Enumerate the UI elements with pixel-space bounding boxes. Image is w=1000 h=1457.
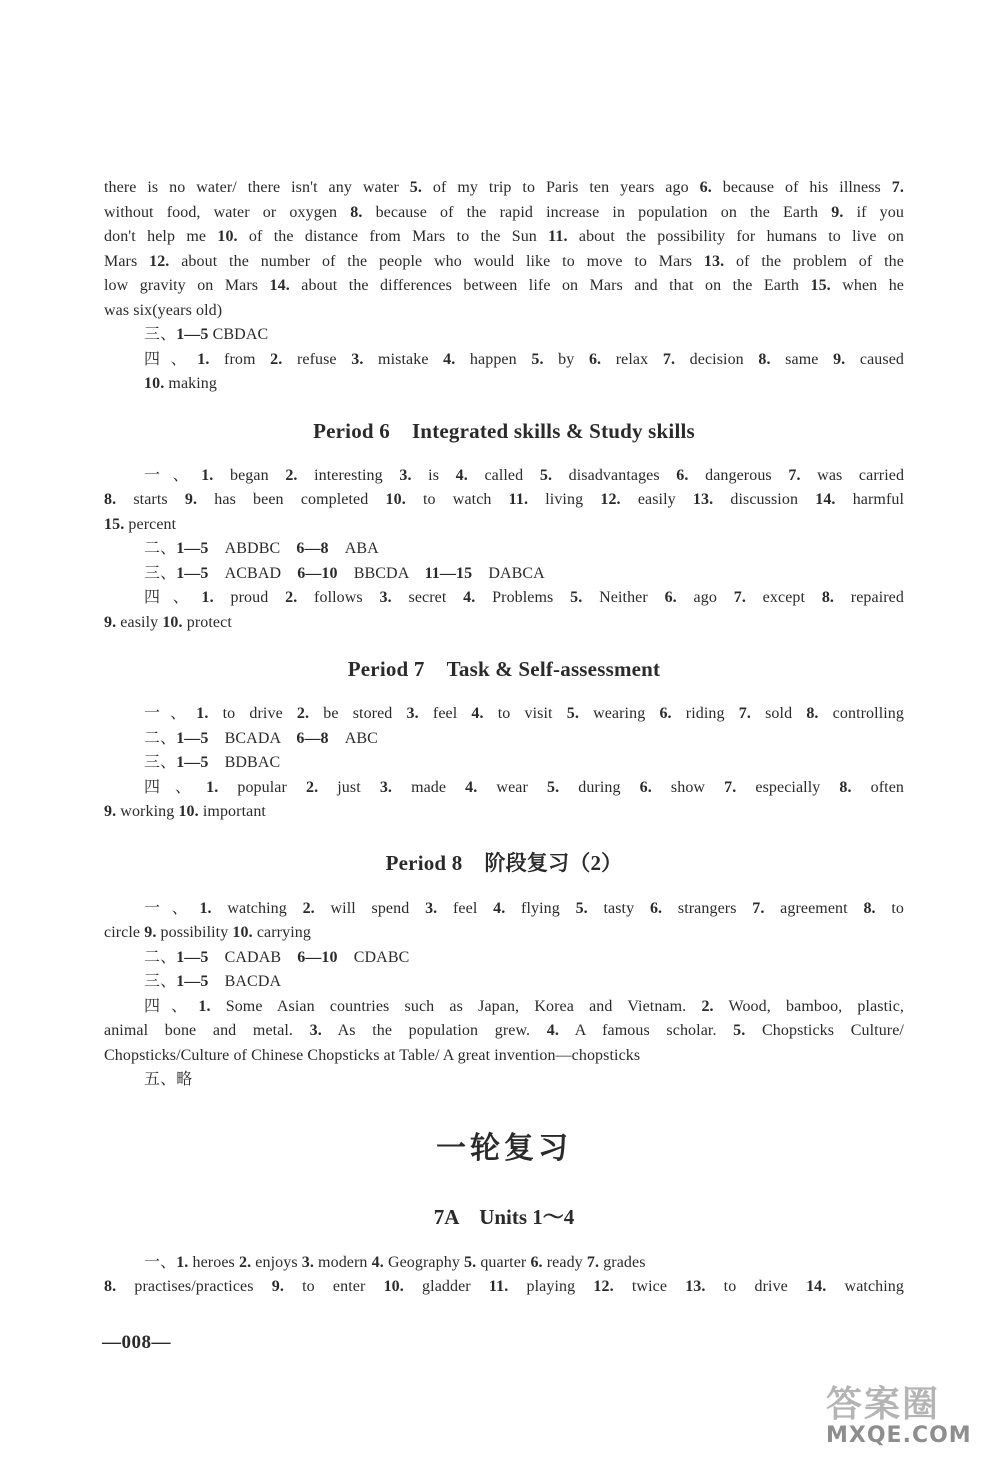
period-8-heading: Period 8 阶段复习（2） [385, 850, 623, 875]
section-yi-cont: 8. starts 9. has been completed 10. to watch 11. living 12. easily 13. discussion 14. harmful [104, 491, 905, 508]
watermark-logo [826, 1386, 996, 1454]
section-san: 三、1—5 CBDAC [144, 326, 269, 343]
section-yi-cont: circle 9. possibility 10. carrying [104, 924, 311, 941]
section-er: 二、1—5 BCADA 6—8 ABC [144, 729, 378, 747]
section-yi-cont: 8. practises/practices 9. to enter 10. gladder 11. playing 12. twice 13. to drive 14. watching [104, 1278, 904, 1295]
period-6-answers [104, 464, 904, 636]
section-si-cont: animal bone and metal. 3. As the population grew. 4. A famous scholar. 5. Chopsticks Culture/ [104, 1022, 904, 1039]
section-er: 二、1—5 ABDBC 6—8 ABA [144, 540, 379, 557]
section-title: 一轮复习 [436, 1130, 572, 1166]
answer-line: was six(years old) [104, 301, 223, 319]
units-answers [104, 1251, 904, 1300]
section-si: 四、1. Some Asian countries such as Japan, Korea and Vietnam. 2. Wood, bamboo, plastic, [144, 997, 904, 1015]
section-yi: 一、1. watching 2. will spend 3. feel 4. flying 5. tasty 6. strangers 7. agreement 8. to [144, 899, 905, 917]
units-heading: 7A Units 1～4 [433, 1204, 575, 1229]
section-san: 三、1—5 ACBAD 6—10 BBCDA 11—15 DABCA [144, 564, 545, 582]
section-er: 二、1—5 CADAB 6—10 CDABC [144, 948, 410, 966]
section-si-cont: 9. working 10. important [104, 803, 266, 820]
section-yi: 一、1. heroes 2. enjoys 3. modern 4. Geography 5. quarter 6. ready 7. grades [144, 1253, 646, 1271]
section-si-cont: Chopsticks/Culture of Chinese Chopsticks at Table/ A great invention—chopsticks [104, 1046, 641, 1064]
period-8-answers [104, 897, 904, 1093]
section-san: 三、1—5 BDBAC [144, 754, 281, 771]
page-number: —008— [102, 1332, 171, 1353]
section-si: 四、1. popular 2. just 3. made 4. wear 5. during 6. show 7. especially 8. often [144, 778, 905, 796]
answer-line: without food, water or oxygen 8. because of the rapid increase in population on the Earth 9. if you [104, 203, 904, 221]
period-7-answers [104, 702, 904, 825]
section-yi: 一、1. began 2. interesting 3. is 4. called 5. disadvantages 6. dangerous 7. was carried [144, 466, 905, 484]
section-san: 三、1—5 BACDA [144, 973, 282, 990]
watermark-text: 答案圈 [826, 1384, 941, 1425]
watermark-url: MXQE.COM [826, 1423, 972, 1448]
section-si: 四、1. proud 2. follows 3. secret 4. Problems 5. Neither 6. ago 7. except 8. repaired [144, 589, 904, 606]
section-wu: 五、略 [144, 1071, 193, 1088]
answer-line: there is no water/ there isn't any water 5. of my trip to Paris ten years ago 6. because of his illness 7. [104, 179, 904, 196]
period-7-heading: Period 7 Task & Self-assessment [347, 657, 661, 681]
answer-content [104, 176, 904, 1300]
section-si-cont: 9. easily 10. protect [104, 613, 232, 631]
answer-line: Mars 12. about the number of the people who would like to move to Mars 13. of the problem of the [104, 252, 904, 270]
answer-line: low gravity on Mars 14. about the differences between life on Mars and that on the Earth 15. when he [104, 277, 905, 294]
continued-answers [104, 176, 904, 397]
section-si: 四、1. from 2. refuse 3. mistake 4. happen 5. by 6. relax 7. decision 8. same 9. caused [144, 350, 904, 368]
answer-line: don't help me 10. of the distance from Mars to the Sun 11. about the possibility for humans to live on [104, 228, 904, 245]
section-si-cont: 10. making [144, 375, 218, 392]
section-yi-cont: 15. percent [104, 515, 177, 533]
section-yi: 一、1. to drive 2. be stored 3. feel 4. to visit 5. wearing 6. riding 7. sold 8. controlling [144, 705, 904, 722]
period-6-heading: Period 6 Integrated skills & Study skills [313, 418, 695, 443]
